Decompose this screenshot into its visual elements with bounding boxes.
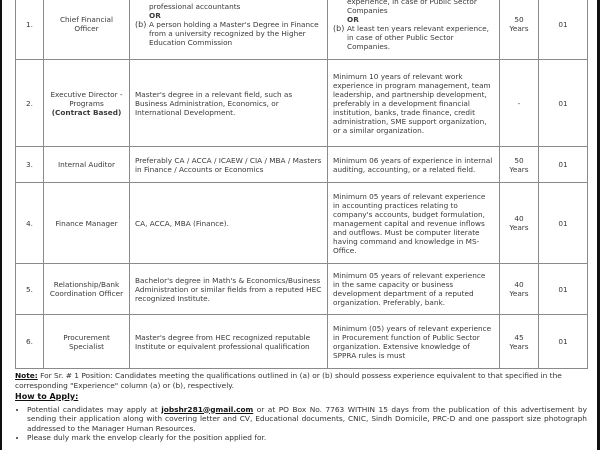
experience-cell: Minimum 10 years of relevant work experience in program management, team leadership, and partnership development, preferably in a development financial institution, banks, trade finance, credit administration, SME support organization, or a similar organization. (328, 60, 500, 147)
list-item: • Please duly mark the envelop clearly for the position applied for. (27, 433, 587, 443)
posts-count: 01 (539, 60, 588, 147)
experience-cell: Minimum 06 years of experience in internal auditing, accounting, or a related field. (328, 147, 500, 183)
position-title-cell (44, 60, 130, 147)
how-to-apply-heading: How to Apply: (15, 392, 79, 401)
option-label: (b) (135, 19, 147, 29)
list-item (27, 405, 587, 434)
serial-number: 5. (16, 264, 44, 315)
posts-count: 01 (539, 0, 588, 60)
posts-count: 01 (539, 264, 588, 315)
max-age: 40 Years (500, 264, 539, 315)
qualification-cell (130, 0, 328, 60)
note-text: For Sr. # 1 Position: Candidates meeting the qualifications outlined in (a) or (b) should possess experience equivalent to that specified in the corresponding "Experience" column (a) or (b), respectively. (15, 371, 562, 390)
position-title: Relationship/Bank Coordination Officer (44, 264, 130, 315)
option-text: At least ten years relevant experience, in case of other Public Sector Companies. (347, 24, 489, 51)
serial-number: 3. (16, 147, 44, 183)
position-title: Finance Manager (44, 183, 130, 264)
table-row (16, 183, 588, 264)
max-age: 40 Years (500, 183, 539, 264)
table-row (16, 264, 588, 315)
position-note: (Contract Based) (51, 107, 122, 117)
max-age: 50 Years (500, 0, 539, 60)
serial-number: 2. (16, 60, 44, 147)
bullet-text: Potential candidates may apply at (27, 404, 162, 414)
experience-a-tail: experience, in case of Public Sector Companies (347, 0, 477, 15)
posts-count: 01 (539, 183, 588, 264)
option-label: (b) (333, 24, 345, 33)
note-label: Note: (15, 371, 38, 380)
or-label: OR (347, 15, 359, 24)
table-row (16, 147, 588, 183)
position-title: Procurement Specialist (44, 315, 130, 369)
posts-count: 01 (539, 147, 588, 183)
max-age: 45 Years (500, 315, 539, 369)
qualification-cell: Bachelor's degree in Math's & Economics/Business Administration or similar fields from a reputed HEC recognized Institute. (130, 264, 328, 315)
serial-number: 6. (16, 315, 44, 369)
serial-number: 1. (16, 0, 44, 60)
experience-cell: Minimum (05) years of relevant experience in Procurement function of Public Sector organization. Extensive knowledge of SPPRA rules is must (328, 315, 500, 369)
experience-cell: Minimum 05 years of relevant experience in the same capacity or business development department of a reputed organization. Preferably, bank. (328, 264, 500, 315)
how-to-apply-heading-wrap (15, 392, 587, 402)
notes-section (15, 371, 587, 443)
experience-option-b (333, 24, 494, 51)
experience-cell: Minimum 05 years of relevant experience in accounting practices relating to company's accounts, budget formulation, management capital and revenue inflows and outflows. Must be computer literate having command and knowledge in MS-Office. (328, 183, 500, 264)
posts-count: 01 (539, 315, 588, 369)
apply-instructions-list (15, 405, 587, 443)
option-text: A person holding a Master's Degree in Finance from a university recognized by the Higher Education Commission (149, 19, 319, 47)
max-age: - (500, 60, 539, 147)
serial-number: 4. (16, 183, 44, 264)
bullet-text: or at PO Box No. 7763 WITHIN 15 days from the publication of this advertisement by sending their application along with covering letter and CV, Educational documents, CNIC, Sindh Domicile, PRC-D and one passport size photograph addressed to the Manager Human Resources. (27, 404, 587, 433)
qualification-cell: Master's degree from HEC recognized reputable Institute or equivalent professional qualification (130, 315, 328, 369)
table-row (16, 315, 588, 369)
email-link[interactable]: jobshr281@gmail.com (161, 404, 254, 414)
note-paragraph (15, 371, 587, 390)
qualification-cell: CA, ACCA, MBA (Finance). (130, 183, 328, 264)
qualification-option-b (135, 20, 322, 47)
position-title: Chief Financial Officer (44, 0, 130, 60)
qualification-cell: Preferably CA / ACCA / ICAEW / CIA / MBA / Masters in Finance / Accounts or Economics (130, 147, 328, 183)
experience-cell (328, 0, 500, 60)
position-title: Executive Director -Programs (50, 89, 123, 108)
or-label: OR (149, 10, 161, 20)
max-age: 50 Years (500, 147, 539, 183)
table-row (16, 0, 588, 60)
position-title: Internal Auditor (44, 147, 130, 183)
qualification-a-tail: professional accountants (149, 1, 241, 11)
table-row (16, 60, 588, 147)
positions-table (15, 0, 588, 369)
page-border-left (0, 0, 2, 450)
qualification-cell: Master's degree in a relevant field, such as Business Administration, Economics, or International Development. (130, 60, 328, 147)
